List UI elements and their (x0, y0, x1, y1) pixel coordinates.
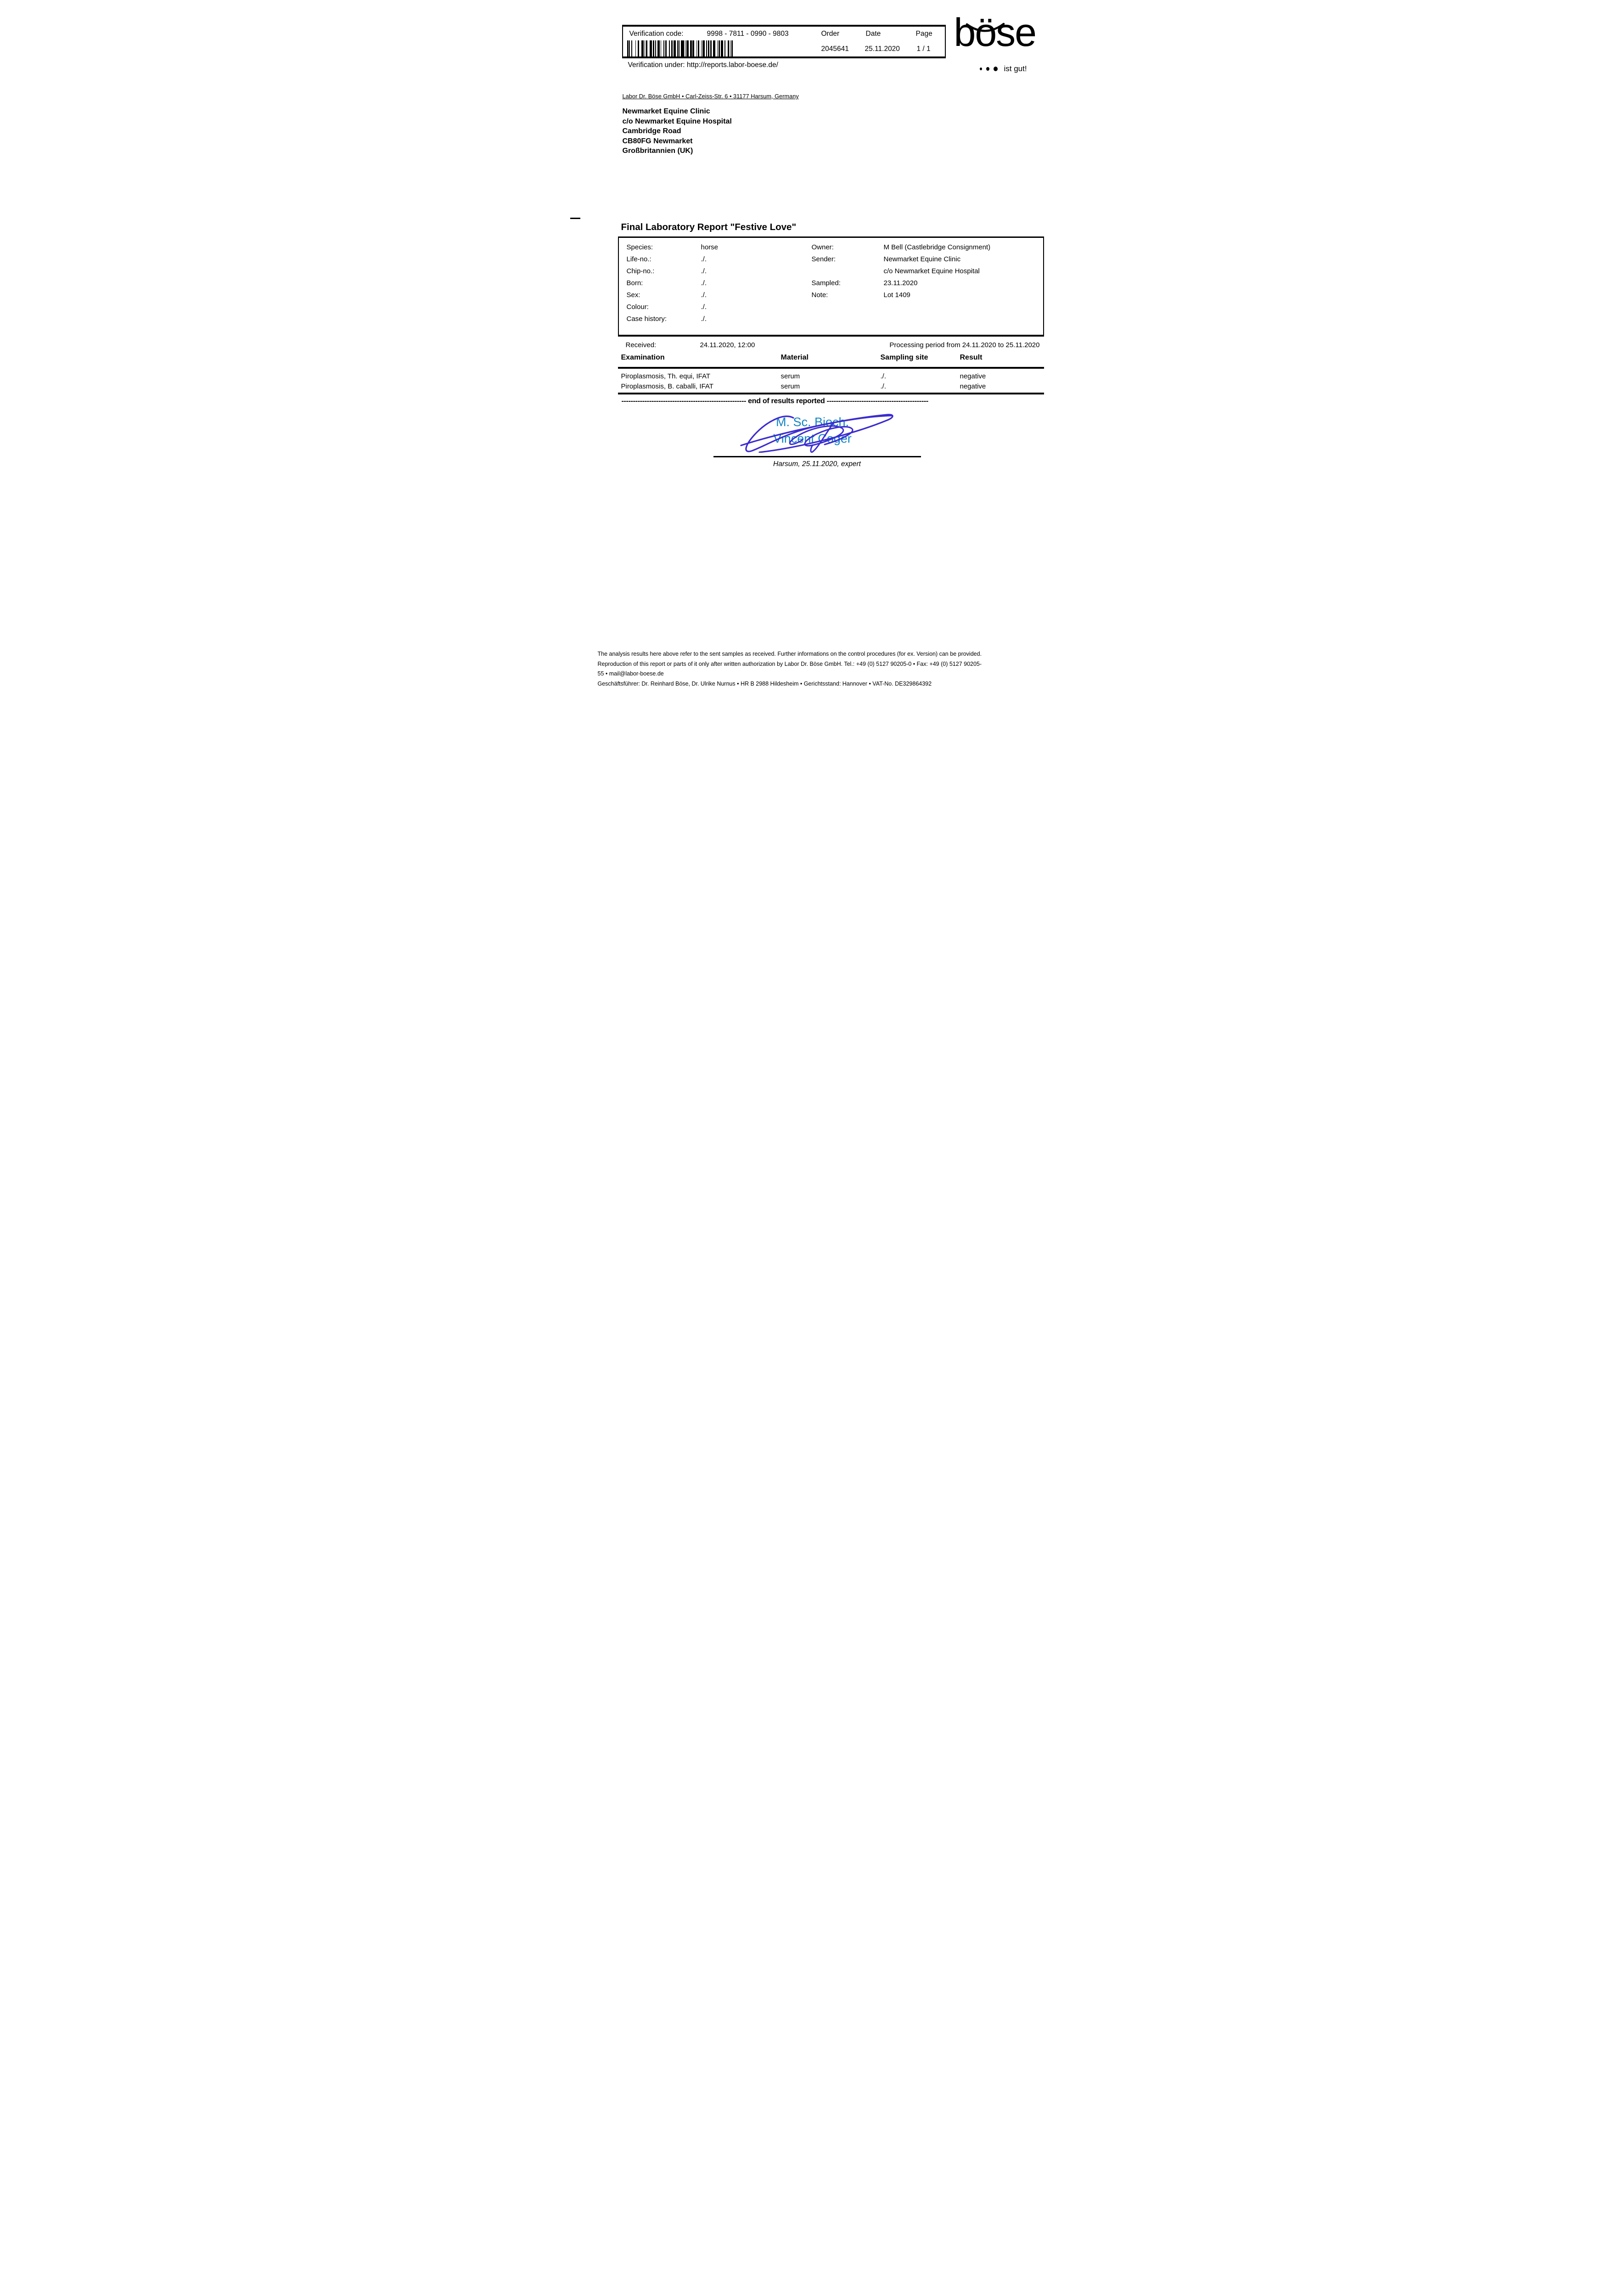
info-label: Chip-no.: (626, 267, 655, 275)
fold-mark (570, 218, 580, 219)
info-value: ./. (701, 303, 707, 311)
column-header-result: Result (960, 354, 983, 361)
page-title: Final Laboratory Report "Festive Love" (621, 222, 797, 232)
info-value: horse (701, 243, 719, 251)
info-row (619, 255, 1043, 267)
tagline-dot-icon (994, 67, 998, 71)
info-value: Lot 1409 (883, 291, 910, 299)
info-label: Case history: (626, 315, 667, 323)
place-date-line: Harsum, 25.11.2020, expert (773, 460, 861, 468)
lab-report-page (559, 0, 1064, 715)
sample-info-box (618, 236, 1044, 337)
info-value: c/o Newmarket Equine Hospital (883, 267, 980, 275)
info-value: ./. (701, 291, 707, 299)
order-number: 2045641 (821, 45, 849, 53)
tagline-dot-icon (980, 68, 982, 70)
verification-code-value: 9998 - 7811 - 0990 - 9803 (707, 30, 789, 38)
info-value: Newmarket Equine Clinic (883, 255, 961, 263)
signature-line (713, 456, 921, 457)
footer-line: The analysis results here above refer to the sent samples as received. Further informations on the control procedures (for ex. Version) can be provided. (597, 651, 982, 657)
recipient-line: Cambridge Road (622, 127, 681, 135)
info-label: Sex: (626, 291, 640, 299)
result-sampling-site: ./. (880, 372, 887, 380)
verification-url-line: Verification under: http://reports.labor-boese.de/ (628, 61, 778, 69)
signature-scribble-icon (739, 411, 895, 453)
info-row (619, 315, 1043, 327)
info-row (619, 267, 1043, 279)
result-material: serum (781, 383, 800, 390)
table-rule (618, 367, 1044, 369)
footer-line: Geschäftsführer: Dr. Reinhard Böse, Dr. Ulrike Nurnus • HR B 2988 Hildesheim • Gerichtsstand: Hannover • VAT-No. DE329864392 (597, 680, 932, 687)
info-value: M Bell (Castlebridge Consignment) (883, 243, 991, 251)
info-value: ./. (701, 255, 707, 263)
date-label: Date (865, 30, 881, 38)
received-label: Received: (625, 341, 657, 349)
column-header-examination: Examination (621, 354, 665, 361)
barcode-icon (627, 40, 733, 56)
info-label: Owner: (811, 243, 834, 251)
info-label: Sampled: (811, 279, 841, 287)
result-value: negative (960, 372, 986, 380)
order-label: Order (821, 30, 840, 38)
processing-period: Processing period from 24.11.2020 to 25.11.2020 (889, 341, 1040, 349)
boese-logo (952, 13, 1044, 73)
footer-line: Reproduction of this report or parts of it only after written authorization by Labor Dr. Böse GmbH. Tel.: +49 (0) 5127 90205-0 • Fax: +49 (0) 5127 90205- (597, 660, 982, 667)
recipient-line: Newmarket Equine Clinic (622, 107, 710, 115)
info-value: ./. (701, 315, 707, 323)
verification-code-label: Verification code: (629, 30, 684, 38)
info-label: Life-no.: (626, 255, 651, 263)
result-examination: Piroplasmosis, B. caballi, IFAT (621, 383, 713, 390)
signer-degree: M. Sc. Bioch. (775, 415, 849, 429)
recipient-line: Großbritannien (UK) (622, 147, 693, 155)
info-label: Sender: (811, 255, 836, 263)
info-row (619, 303, 1043, 315)
recipient-line: CB80FG Newmarket (622, 137, 693, 145)
tagline-text: ist gut! (1004, 64, 1027, 73)
sender-address-line: Labor Dr. Böse GmbH • Carl-Zeiss-Str. 6 • 31177 Harsum, Germany (622, 93, 799, 100)
info-row (619, 291, 1043, 303)
column-header-sampling-site: Sampling site (880, 354, 928, 361)
info-label: Species: (626, 243, 653, 251)
logo-wordmark: böse (954, 11, 1036, 55)
result-sampling-site: ./. (880, 383, 887, 390)
info-row (619, 243, 1043, 255)
smile-arc-icon (966, 22, 1005, 35)
end-of-results-line: ------------------------------------------------------ end of results reported -------------------------------------------- (621, 397, 928, 405)
result-value: negative (960, 383, 986, 390)
recipient-line: c/o Newmarket Equine Hospital (622, 117, 732, 125)
info-value: 23.11.2020 (883, 279, 918, 287)
verification-box (622, 25, 946, 58)
footer-line: 55 • mail@labor-boese.de (597, 670, 664, 677)
result-examination: Piroplasmosis, Th. equi, IFAT (621, 372, 711, 380)
result-material: serum (781, 372, 800, 380)
received-value: 24.11.2020, 12:00 (700, 341, 755, 349)
info-label: Born: (626, 279, 643, 287)
info-row (619, 279, 1043, 291)
table-rule (618, 393, 1044, 394)
recipient-address (623, 107, 732, 156)
column-header-material: Material (781, 354, 809, 361)
page-number: 1 / 1 (916, 45, 931, 53)
footer-legal-text (598, 649, 1039, 689)
tagline-dot-icon (986, 67, 989, 71)
logo-tagline (980, 64, 1027, 73)
info-label: Note: (811, 291, 828, 299)
signer-name: Vincent Coger (773, 432, 852, 445)
info-value: ./. (701, 267, 707, 275)
page-label: Page (915, 30, 932, 38)
info-label: Colour: (626, 303, 649, 311)
info-value: ./. (701, 279, 707, 287)
report-date: 25.11.2020 (865, 45, 900, 53)
